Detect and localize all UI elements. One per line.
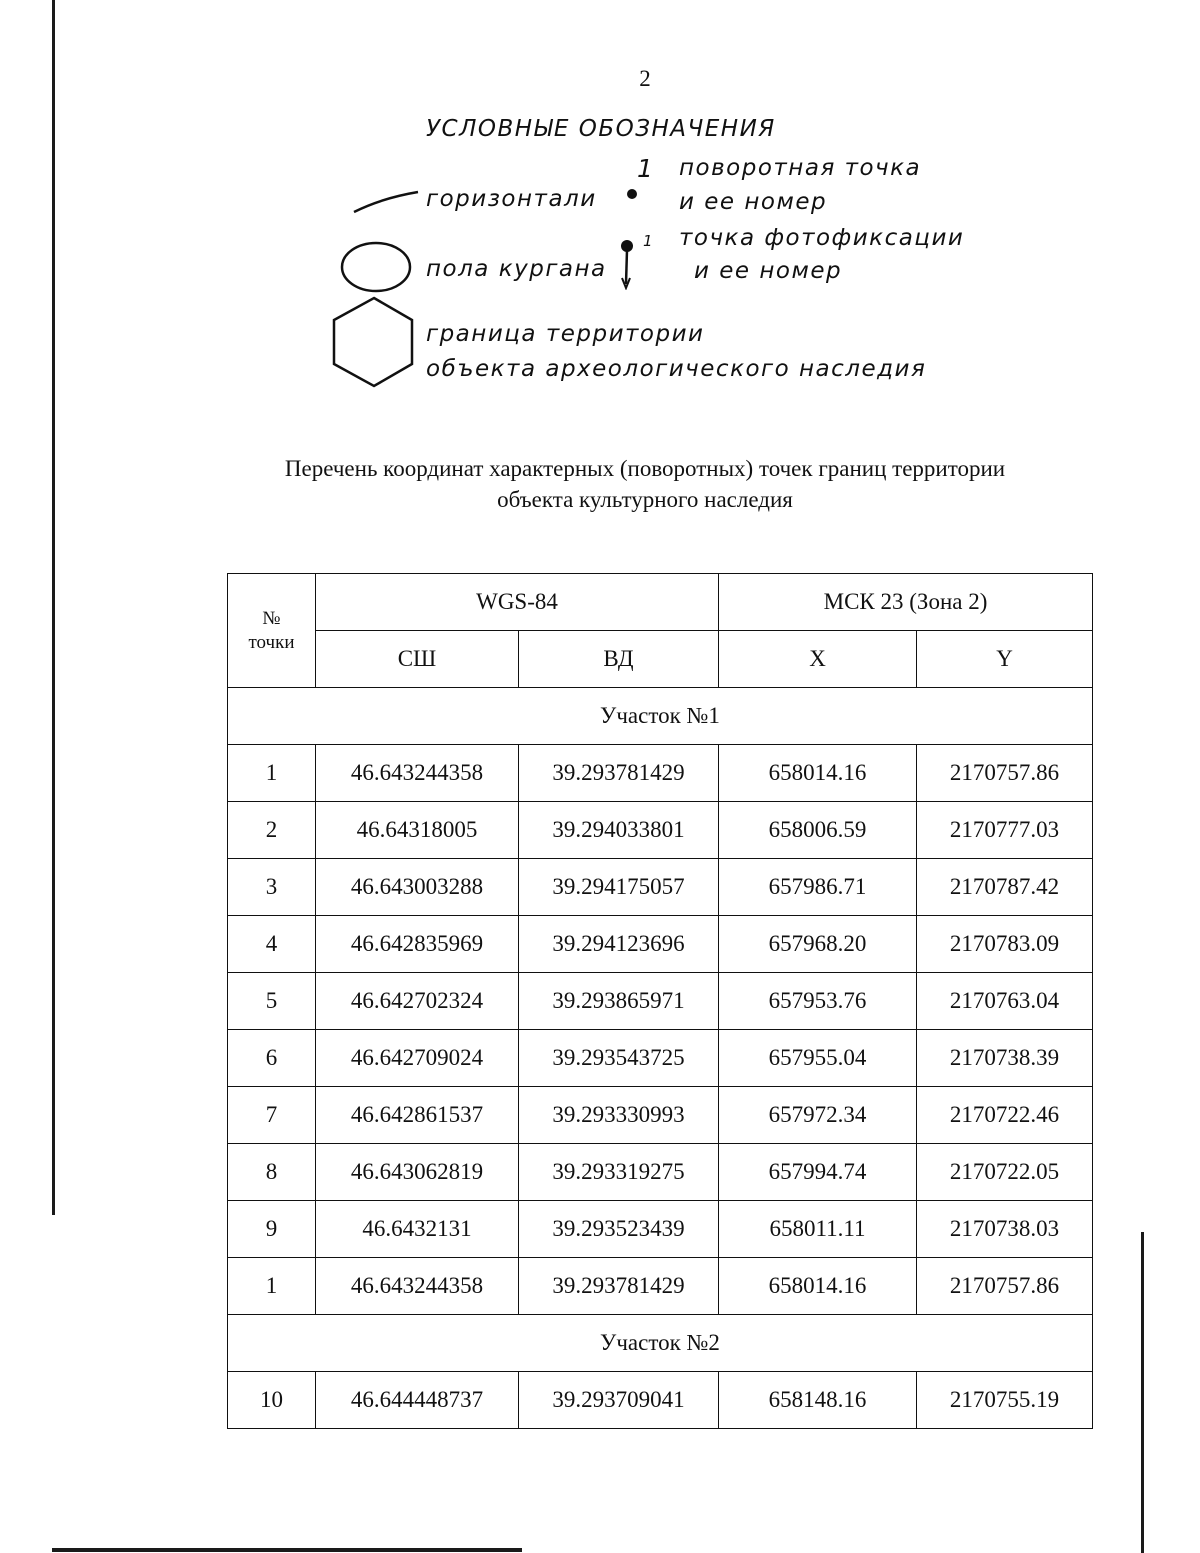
- longitude-cell: 39.294033801: [519, 802, 719, 859]
- longitude-cell: 39.294123696: [519, 916, 719, 973]
- latitude-cell: 46.642702324: [316, 973, 519, 1030]
- caption-line-1: Перечень координат характерных (поворотных) точек границ территории: [284, 456, 1006, 481]
- section-1-row: [228, 688, 1093, 745]
- latitude-cell: 46.643062819: [316, 1144, 519, 1201]
- section-1-row-title: Участок №1: [228, 688, 1093, 745]
- longitude-cell: 39.294175057: [519, 859, 719, 916]
- table-header-row-1: [228, 574, 1093, 631]
- table-header-row-2: [228, 631, 1093, 688]
- boundary-hexagon-icon: [328, 293, 420, 393]
- latitude-cell: 46.642709024: [316, 1030, 519, 1087]
- legend-mound-label: пола кургана: [426, 256, 607, 282]
- legend-photo-point-number: 1: [643, 232, 653, 250]
- y-cell: 2170763.04: [917, 973, 1093, 1030]
- wgs84-header: WGS-84: [316, 574, 719, 631]
- table-row: [228, 1087, 1093, 1144]
- longitude-cell: 39.293330993: [519, 1087, 719, 1144]
- page-number: 2: [639, 66, 651, 91]
- table-row: [228, 1144, 1093, 1201]
- point-number-cell: 8: [228, 1144, 316, 1201]
- legend-contours-label: горизонтали: [426, 186, 597, 212]
- latitude-cell: 46.644448737: [316, 1372, 519, 1429]
- legend-turning-point-number: 1: [637, 154, 653, 183]
- point-number-cell: 1: [228, 1258, 316, 1315]
- x-cell: 657986.71: [719, 859, 917, 916]
- x-cell: 657968.20: [719, 916, 917, 973]
- point-number-cell: 1: [228, 745, 316, 802]
- x-cell: 658011.11: [719, 1201, 917, 1258]
- table-row: [228, 916, 1093, 973]
- point-number-header: [228, 574, 316, 688]
- x-cell: 658014.16: [719, 1258, 917, 1315]
- y-cell: 2170787.42: [917, 859, 1093, 916]
- y-cell: 2170783.09: [917, 916, 1093, 973]
- latitude-cell: 46.643244358: [316, 745, 519, 802]
- photo-point-icon: [619, 238, 635, 290]
- legend-title: УСЛОВНЫЕ ОБОЗНАЧЕНИЯ: [426, 116, 776, 142]
- latitude-cell: 46.6432131: [316, 1201, 519, 1258]
- point-number-cell: 6: [228, 1030, 316, 1087]
- longitude-cell: 39.293543725: [519, 1030, 719, 1087]
- contour-line-icon: [352, 186, 422, 216]
- point-number-cell: 9: [228, 1201, 316, 1258]
- table-row: [228, 973, 1093, 1030]
- y-cell: 2170722.46: [917, 1087, 1093, 1144]
- point-number-cell: 3: [228, 859, 316, 916]
- y-cell: 2170757.86: [917, 1258, 1093, 1315]
- caption-line-2: объекта культурного наследия: [497, 487, 793, 512]
- msk23-header: МСК 23 (Зона 2): [719, 574, 1093, 631]
- point-number-header-line-1: №: [262, 607, 281, 629]
- scan-border-bottom: [52, 1548, 522, 1552]
- longitude-cell: 39.293781429: [519, 745, 719, 802]
- table-row: [228, 1372, 1093, 1429]
- legend-photo-point-label-2: и ее номер: [694, 258, 843, 284]
- legend-photo-point-label-1: точка фотофиксации: [679, 225, 965, 251]
- y-cell: 2170757.86: [917, 745, 1093, 802]
- longitude-cell: 39.293319275: [519, 1144, 719, 1201]
- turning-point-icon: [625, 187, 639, 201]
- table-row: [228, 859, 1093, 916]
- table-row: [228, 1201, 1093, 1258]
- y-cell: 2170738.39: [917, 1030, 1093, 1087]
- point-number-cell: 2: [228, 802, 316, 859]
- legend-turning-point-label-1: поворотная точка: [679, 155, 922, 181]
- section-2-row-title: Участок №2: [228, 1315, 1093, 1372]
- legend-boundary-label-1: граница территории: [426, 321, 705, 347]
- x-cell: 657953.76: [719, 973, 917, 1030]
- coordinates-table: [227, 573, 1093, 1429]
- x-cell: 657994.74: [719, 1144, 917, 1201]
- y-cell: 2170738.03: [917, 1201, 1093, 1258]
- point-number-header-line-2: точки: [248, 631, 295, 653]
- longitude-cell: 39.293781429: [519, 1258, 719, 1315]
- scan-border-left: [52, 0, 55, 1215]
- point-number-cell: 7: [228, 1087, 316, 1144]
- longitude-cell: 39.293523439: [519, 1201, 719, 1258]
- table-row: [228, 745, 1093, 802]
- x-cell: 657955.04: [719, 1030, 917, 1087]
- latitude-cell: 46.642835969: [316, 916, 519, 973]
- legend-turning-point-label-2: и ее номер: [679, 189, 828, 215]
- latitude-header: СШ: [316, 631, 519, 688]
- y-header: Y: [917, 631, 1093, 688]
- point-number-cell: 5: [228, 973, 316, 1030]
- point-number-cell: 10: [228, 1372, 316, 1429]
- latitude-cell: 46.643244358: [316, 1258, 519, 1315]
- table-caption: [200, 453, 1090, 515]
- x-cell: 658014.16: [719, 745, 917, 802]
- x-cell: 658148.16: [719, 1372, 917, 1429]
- table-row: [228, 1258, 1093, 1315]
- section-2-row: [228, 1315, 1093, 1372]
- legend-boundary-label-2: объекта археологического наследия: [426, 356, 927, 382]
- y-cell: 2170777.03: [917, 802, 1093, 859]
- latitude-cell: 46.64318005: [316, 802, 519, 859]
- mound-oval-icon: [338, 240, 416, 294]
- longitude-header: ВД: [519, 631, 719, 688]
- latitude-cell: 46.643003288: [316, 859, 519, 916]
- y-cell: 2170722.05: [917, 1144, 1093, 1201]
- table-row: [228, 1030, 1093, 1087]
- latitude-cell: 46.642861537: [316, 1087, 519, 1144]
- longitude-cell: 39.293865971: [519, 973, 719, 1030]
- point-number-cell: 4: [228, 916, 316, 973]
- x-cell: 658006.59: [719, 802, 917, 859]
- table-row: [228, 802, 1093, 859]
- x-cell: 657972.34: [719, 1087, 917, 1144]
- longitude-cell: 39.293709041: [519, 1372, 719, 1429]
- scan-border-right: [1141, 1232, 1144, 1553]
- x-header: X: [719, 631, 917, 688]
- y-cell: 2170755.19: [917, 1372, 1093, 1429]
